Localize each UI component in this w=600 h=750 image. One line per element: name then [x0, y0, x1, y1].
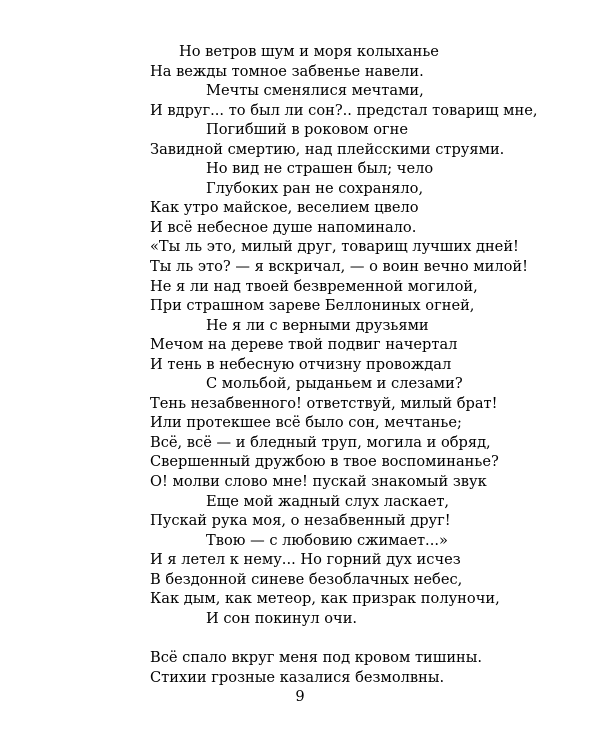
stanza-break: [150, 628, 580, 648]
poem-line: О! молви слово мне! пускай знакомый звук: [150, 473, 487, 491]
poem-line: Глубоких ран не сохраняло,: [206, 179, 424, 197]
poem-line: Но ветров шум и моря колыханье: [179, 43, 439, 60]
poem-line: Как утро майское, веселием цвело: [150, 199, 419, 217]
poem-line: И вдруг... то был ли сон?.. предстал товарищ мне,: [150, 101, 538, 119]
poem-line: Не я ли над твоей безвременной могилой,: [150, 277, 478, 295]
poem-line: Всё, всё — и бледный труп, могила и обряд,: [150, 433, 491, 451]
poem-line: Тень незабвенного! ответствуй, милый брат!: [150, 394, 498, 412]
poem-line: Твою — с любовию сжимает...»: [206, 531, 448, 549]
poem-text: [150, 42, 580, 687]
page-number: 9: [295, 688, 305, 705]
poem-line: В бездонной синеве безоблачных небес,: [150, 570, 463, 588]
poem-line: С мольбой, рыданьем и слезами?: [206, 375, 463, 393]
poem-line: Или протекшее всё было сон, мечтанье;: [150, 414, 462, 432]
poem-line: И всё небесное душе напоминало.: [150, 218, 417, 236]
poem-line: Мечом на дереве твой подвиг начертал: [150, 336, 458, 354]
poem-line: Но вид не страшен был; чело: [206, 160, 434, 178]
poem-line: Мечты сменялися мечтами,: [206, 82, 424, 100]
poem-line: Всё спало вкруг меня под кровом тишины.: [150, 648, 483, 666]
poem-line: При страшном зареве Беллониных огней,: [150, 297, 475, 315]
poem-line: Ты ль это? — я вскричал, — о воин вечно милой!: [150, 258, 529, 276]
poem-line: На вежды томное забвенье навели.: [150, 62, 424, 80]
poem-line: Погибший в роковом огне: [206, 121, 409, 139]
poem-line: Пускай рука моя, о незабвенный друг!: [150, 512, 451, 530]
poem-line: Свершенный дружбою в твое воспоминанье?: [150, 453, 499, 471]
poem-line: И я летел к нему... Но горний дух исчез: [150, 551, 461, 569]
poem-line: И тень в небесную отчизну провождал: [150, 355, 452, 373]
poem-line: Завидной смертию, над плейсскими струями.: [150, 140, 505, 158]
poem-line: Как дым, как метеор, как призрак полуночи,: [150, 590, 500, 608]
poem-line: Не я ли с верными друзьями: [206, 316, 429, 334]
poem-line: «Ты ль это, милый друг, товарищ лучших дней!: [150, 238, 519, 256]
poem-line: И сон покинул очи.: [206, 609, 358, 627]
poem-line: Стихии грозные казалися безмолвны.: [150, 668, 445, 686]
poem-line: Еще мой жадный слух ласкает,: [206, 492, 450, 510]
